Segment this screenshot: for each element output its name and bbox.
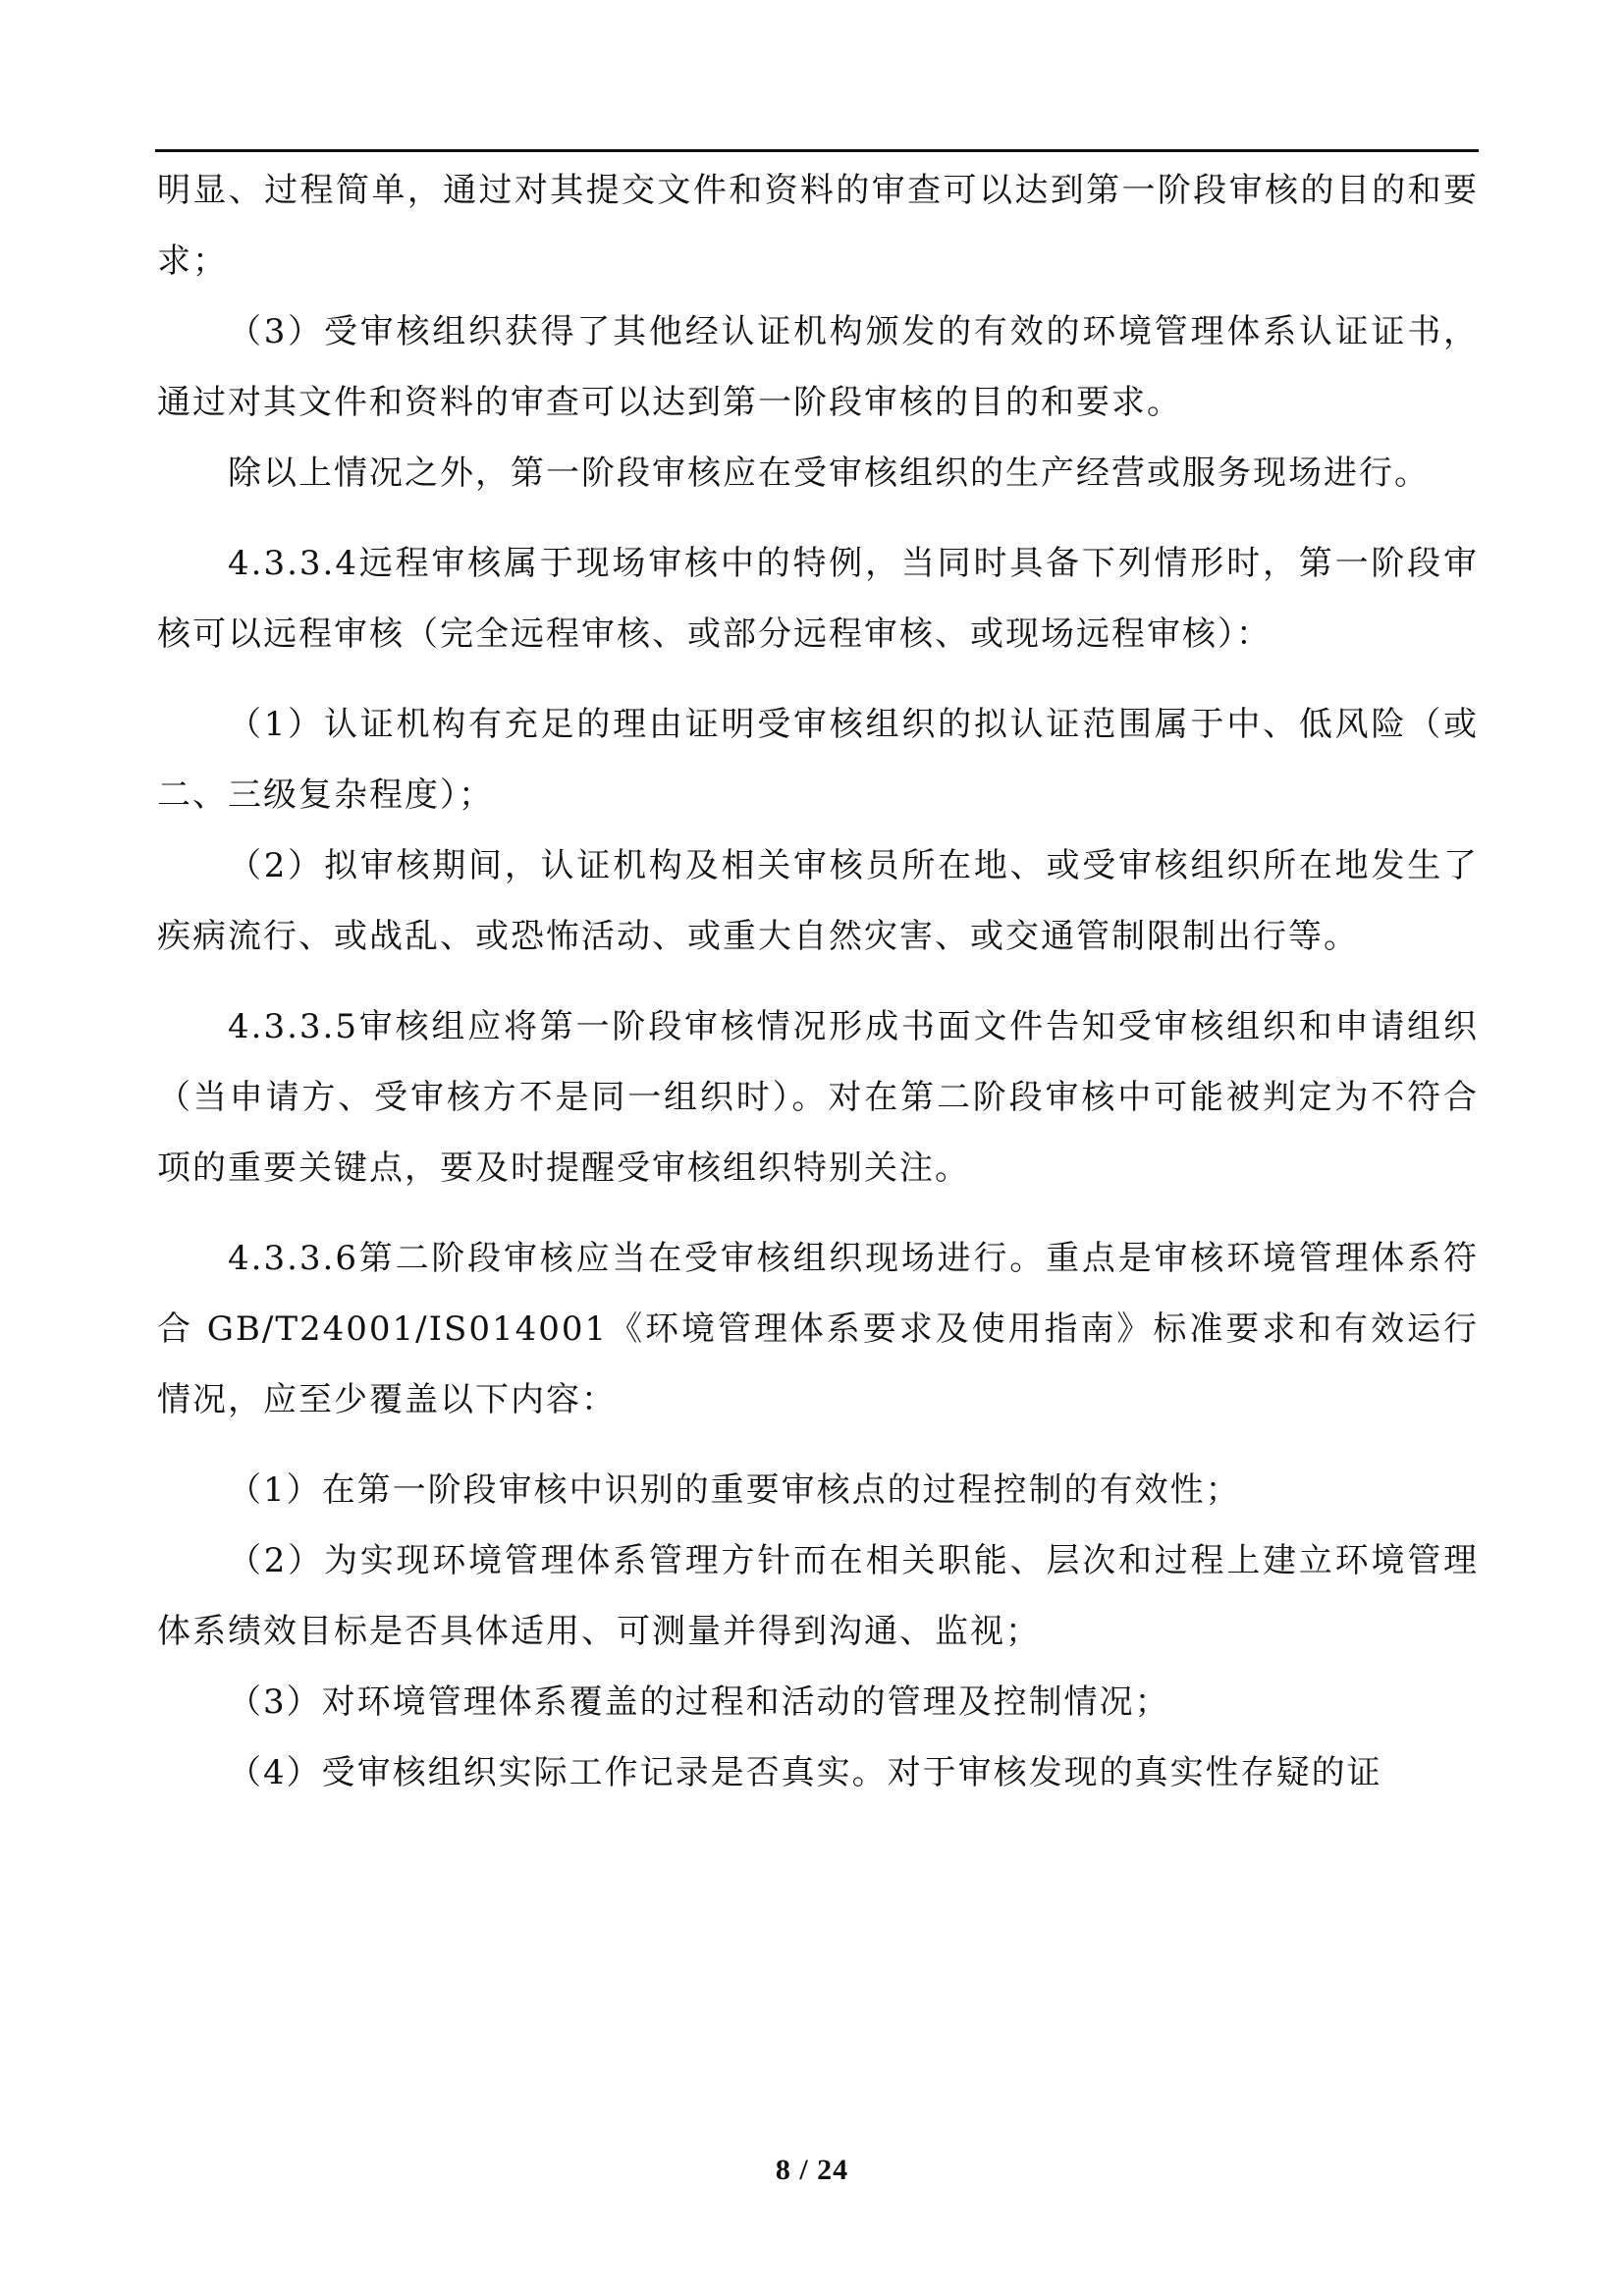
header-rule: [155, 149, 1479, 152]
section-4-3-3-6: 4.3.3.6第二阶段审核应当在受审核组织现场进行。重点是审核环境管理体系符合 GB/T24001/IS014001《环境管理体系要求及使用指南》标准要求和有效运行情况，应至少覆盖以下内容：: [157, 1239, 1479, 1419]
list-item-2: （2）拟审核期间，认证机构及相关审核员所在地、或受审核组织所在地发生了疾病流行、或战乱、或恐怖活动、或重大自然灾害、或交通管制限制出行等。: [157, 846, 1479, 956]
list-item-3: （3）对环境管理体系覆盖的过程和活动的管理及控制情况；: [228, 1682, 1170, 1722]
list-item-3: （3）受审核组织获得了其他经认证机构颁发的有效的环境管理体系认证证书，通过对其文件和资料的审查可以达到第一阶段审核的目的和要求。: [157, 312, 1479, 422]
page-number: 8 / 24: [775, 2154, 849, 2186]
section-4-3-3-4: 4.3.3.4远程审核属于现场审核中的特例，当同时具备下列情形时，第一阶段审核可以远程审核（完全远程审核、或部分远程审核、或现场远程审核）：: [157, 544, 1479, 654]
list-item-1: （1）认证机构有充足的理由证明受审核组织的拟认证范围属于中、低风险（或二、三级复杂程度）；: [157, 705, 1479, 815]
section-4-3-3-5: 4.3.3.5审核组应将第一阶段审核情况形成书面文件告知受审核组织和申请组织（当申请方、受审核方不是同一组织时）。对在第二阶段审核中可能被判定为不符合项的重要关键点，要及时提醒受审核组织特别关注。: [157, 1007, 1479, 1188]
paragraph-continuation: 明显、过程简单，通过对其提交文件和资料的审查可以达到第一阶段审核的目的和要求；: [157, 171, 1479, 281]
list-item-1: （1）在第一阶段审核中识别的重要审核点的过程控制的有效性；: [228, 1470, 1241, 1510]
list-item-2: （2）为实现环境管理体系管理方针而在相关职能、层次和过程上建立环境管理体系绩效目标是否具体适用、可测量并得到沟通、监视；: [157, 1541, 1479, 1651]
document-body: [157, 155, 1479, 1808]
list-item-4: （4）受审核组织实际工作记录是否真实。对于审核发现的真实性存疑的证: [228, 1753, 1382, 1792]
paragraph-onsite-requirement: 除以上情况之外，第一阶段审核应在受审核组织的生产经营或服务现场进行。: [228, 454, 1430, 493]
